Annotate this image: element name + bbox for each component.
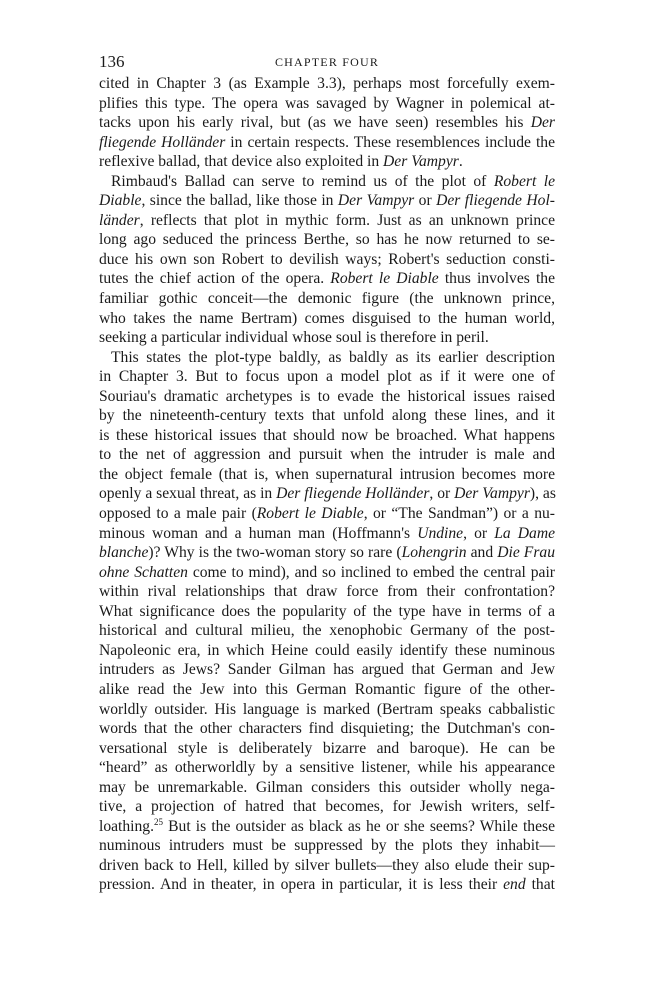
text-line bbox=[99, 504, 555, 524]
text-line bbox=[99, 289, 555, 309]
text-run: )? Why is the two-woman story so rare ( bbox=[148, 544, 402, 562]
text-run: reflexive ballad, that device also exploited in bbox=[99, 153, 384, 171]
text-run: seeking a particular individual whose soul is therefore in peril. bbox=[99, 329, 489, 347]
text-line bbox=[99, 348, 555, 368]
text-line bbox=[99, 309, 555, 329]
text-run: Souriau's dramatic archetypes is to evade the historical issues raised bbox=[99, 387, 555, 405]
text-line bbox=[99, 739, 555, 759]
text-run: , reflects that plot in mythic form. Just as an unknown prince bbox=[139, 211, 555, 229]
text-run: in Chapter 3. But to focus upon a model plot as if it were one of bbox=[99, 368, 555, 386]
text-run: minous woman and a human man (Hoffmann's bbox=[99, 524, 418, 542]
italic-text: fliegende Holländer bbox=[99, 133, 226, 151]
text-line bbox=[99, 211, 555, 231]
text-run: thus involves the bbox=[438, 270, 556, 288]
text-line bbox=[99, 484, 555, 504]
italic-text: Der bbox=[530, 114, 555, 132]
text-line bbox=[99, 328, 555, 348]
text-run: words that the other characters find disquieting; the Dutchman's con- bbox=[99, 720, 555, 738]
text-run: alike read the Jew into this German Romantic figure of the other- bbox=[99, 680, 555, 698]
text-line bbox=[99, 269, 555, 289]
italic-text: Diable bbox=[99, 192, 142, 210]
italic-text: blanche bbox=[99, 544, 149, 562]
text-line bbox=[99, 74, 555, 94]
text-run: may be unremarkable. Gilman considers this outsider wholly nega- bbox=[99, 778, 555, 796]
text-run: ), as bbox=[529, 485, 556, 503]
text-run: plifies this type. The opera was savaged by Wagner in polemical at- bbox=[99, 94, 555, 112]
text-line bbox=[99, 230, 555, 250]
text-run: duce his own son Robert to devilish ways; Robert's seduction consti- bbox=[99, 250, 555, 268]
text-run: by the nineteenth-century texts that unfold along these lines, and it bbox=[99, 407, 555, 425]
book-page bbox=[99, 52, 555, 895]
chapter-title: CHAPTER FOUR bbox=[274, 55, 380, 69]
footnote-marker: 25 bbox=[154, 816, 164, 827]
text-line bbox=[99, 758, 555, 778]
text-line bbox=[99, 856, 555, 876]
text-run: to the net of aggression and pursuit when the intruder is male and bbox=[99, 446, 555, 464]
text-line bbox=[99, 172, 555, 192]
text-line bbox=[99, 113, 555, 133]
text-line bbox=[99, 406, 555, 426]
text-run: Napoleonic era, in which Heine could easily identify these numinous bbox=[99, 641, 555, 659]
text-line bbox=[99, 543, 555, 563]
text-run: worldly outsider. His language is marked (Bertram speaks cabbalistic bbox=[99, 700, 555, 718]
text-line bbox=[99, 875, 555, 895]
text-run: who takes the name Bertram) comes disguised to the human world, bbox=[99, 309, 555, 327]
text-line bbox=[99, 836, 555, 856]
text-line bbox=[99, 641, 555, 661]
text-line bbox=[99, 797, 555, 817]
text-run: loathing. bbox=[99, 817, 155, 835]
text-line bbox=[99, 563, 555, 583]
italic-text: Der Vampyr bbox=[383, 153, 459, 171]
text-line bbox=[99, 680, 555, 700]
running-head bbox=[99, 52, 555, 74]
italic-text: ohne Schatten bbox=[99, 563, 188, 581]
italic-text: end bbox=[503, 876, 526, 894]
italic-text: Robert le bbox=[493, 172, 556, 190]
text-run: long ago seduced the princess Berthe, so has he now returned to se- bbox=[99, 231, 555, 249]
text-run: openly a sexual threat, as in bbox=[99, 485, 277, 503]
text-line bbox=[99, 465, 555, 485]
italic-text: Robert le Diable bbox=[256, 505, 364, 523]
italic-text: Die Frau bbox=[497, 544, 555, 562]
italic-text: Lohengrin bbox=[401, 544, 467, 562]
text-run: , or bbox=[429, 485, 455, 503]
text-run: , since the ballad, like those in bbox=[141, 192, 338, 210]
text-run: tutes the chief action of the opera. bbox=[99, 270, 331, 288]
text-run: Rimbaud's Ballad can serve to remind us of the plot of bbox=[111, 172, 494, 190]
text-line bbox=[99, 133, 555, 153]
text-run: “heard” as otherworldly by a sensitive listener, while his appearance bbox=[99, 759, 555, 777]
text-run: come to mind), and so inclined to embed the central pair bbox=[187, 563, 555, 581]
text-run: But is the outsider as black as he or she seems? While these bbox=[163, 817, 555, 835]
italic-text: Der Vampyr bbox=[454, 485, 530, 503]
body-text bbox=[99, 74, 555, 895]
text-line bbox=[99, 250, 555, 270]
text-line bbox=[99, 94, 555, 114]
text-run: or bbox=[414, 192, 437, 210]
italic-text: Robert le Diable bbox=[330, 270, 439, 288]
text-run: tacks upon his early rival, but (as we have seen) resembles his bbox=[99, 114, 531, 132]
text-run: in certain respects. These resemblences include the bbox=[225, 133, 555, 151]
text-run: tive, a projection of hatred that becomes, for Jewish writers, self- bbox=[99, 798, 555, 816]
text-run: is these historical issues that should now be broached. What happens bbox=[99, 426, 555, 444]
text-run: within rival relationships that draw force from their confrontation? bbox=[99, 583, 555, 601]
text-line bbox=[99, 152, 555, 172]
text-line bbox=[99, 602, 555, 622]
text-line bbox=[99, 778, 555, 798]
text-line bbox=[99, 621, 555, 641]
text-run: and bbox=[466, 544, 498, 562]
text-run: driven back to Hell, killed by silver bullets—they also elude their sup- bbox=[99, 856, 555, 874]
text-line bbox=[99, 426, 555, 446]
text-run: versational style is deliberately bizarre and baroque). He can be bbox=[99, 739, 555, 757]
text-run: numinous intruders must be suppressed by the plots they inhabit— bbox=[99, 837, 555, 855]
text-line bbox=[99, 660, 555, 680]
italic-text: Undine bbox=[417, 524, 464, 542]
text-line bbox=[99, 582, 555, 602]
text-run: This states the plot-type baldly, as baldly as its earlier description bbox=[111, 348, 555, 366]
text-line bbox=[99, 445, 555, 465]
text-line bbox=[99, 367, 555, 387]
text-run: . bbox=[458, 153, 463, 171]
text-line bbox=[99, 719, 555, 739]
text-line bbox=[99, 524, 555, 544]
text-run: pression. And in theater, in opera in particular, it is less their bbox=[99, 876, 504, 894]
text-run: familiar gothic conceit—the demonic figure (the unknown prince, bbox=[99, 290, 555, 308]
text-line bbox=[99, 191, 555, 211]
italic-text: Der fliegende Holländer bbox=[276, 485, 430, 503]
text-run: that bbox=[525, 876, 555, 894]
italic-text: länder bbox=[99, 211, 140, 229]
text-run: opposed to a male pair ( bbox=[99, 505, 257, 523]
page-number: 136 bbox=[99, 52, 125, 71]
text-run: intruders as Jews? Sander Gilman has argued that German and Jew bbox=[99, 661, 555, 679]
text-run: , or bbox=[463, 524, 495, 542]
text-line bbox=[99, 817, 555, 837]
text-run: the object female (that is, when supernatural intrusion becomes more bbox=[99, 465, 555, 483]
text-run: cited in Chapter 3 (as Example 3.3), perhaps most forcefully exem- bbox=[99, 75, 555, 92]
text-run: What significance does the popularity of the type have in terms of a bbox=[99, 602, 555, 620]
text-line bbox=[99, 387, 555, 407]
text-run: , or “The Sandman”) or a nu- bbox=[363, 505, 555, 523]
italic-text: La Dame bbox=[494, 524, 556, 542]
italic-text: Der fliegende Hol- bbox=[436, 192, 555, 210]
text-run: historical and cultural milieu, the xenophobic Germany of the post- bbox=[99, 622, 555, 640]
text-line bbox=[99, 700, 555, 720]
italic-text: Der Vampyr bbox=[337, 192, 415, 210]
